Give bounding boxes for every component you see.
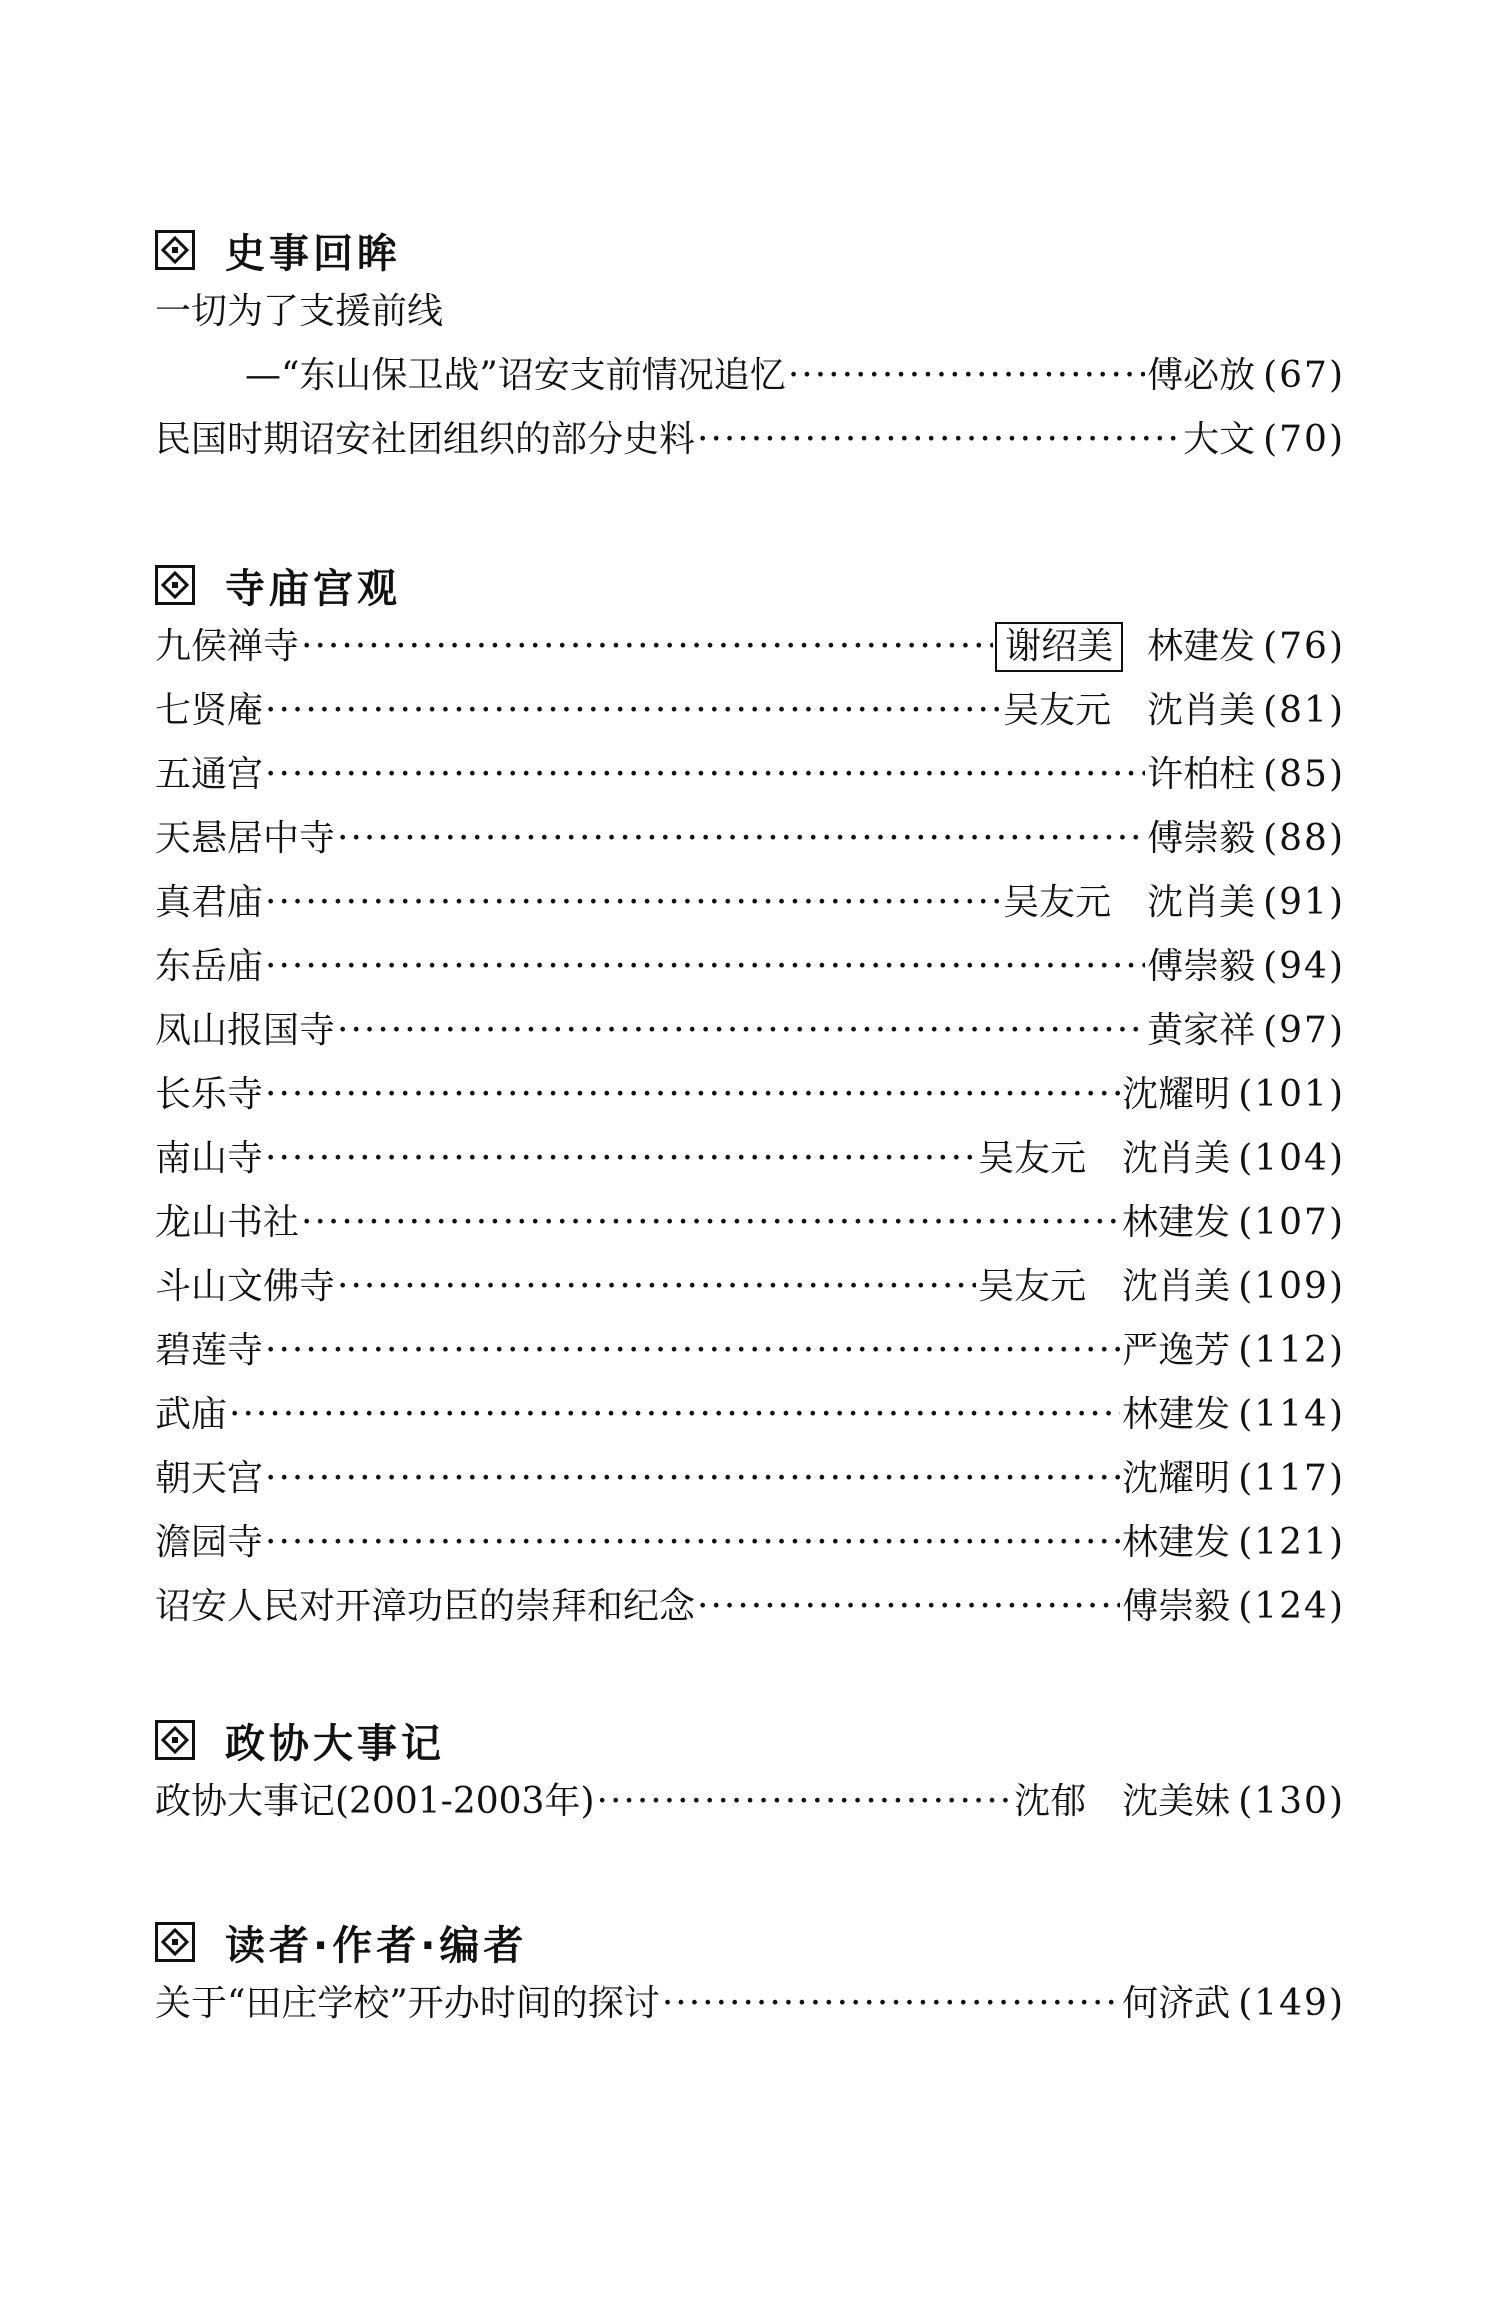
entry-author: 林建发 <box>1122 1202 1231 1243</box>
dot-leader <box>265 743 1145 807</box>
entry-page: (97) <box>1263 1010 1345 1051</box>
entry-authors <box>995 615 1255 679</box>
entry-author: 沈郁 <box>1014 1781 1087 1822</box>
entry-author: 林建发 <box>1122 1522 1231 1563</box>
entry-author: 吴友元 <box>978 1266 1087 1307</box>
entry-author: 沈耀明 <box>1122 1074 1231 1115</box>
toc-entry[interactable] <box>155 1770 1345 1834</box>
diamond-box-icon <box>155 1922 195 1962</box>
toc-entry[interactable] <box>155 1511 1345 1575</box>
entry-authors <box>1147 999 1255 1063</box>
section-title: 寺庙宫观 <box>225 565 401 612</box>
entry-title: —“东山保卫战”诏安支前情况追忆 <box>245 355 786 396</box>
entry-title: 天悬居中寺 <box>155 818 336 859</box>
entry-authors <box>1122 1575 1230 1639</box>
entry-author: 何济武 <box>1122 1983 1231 2024</box>
entry-authors <box>1147 344 1255 408</box>
entry-author: 沈美妹 <box>1122 1781 1231 1822</box>
entry-author: 傅崇毅 <box>1147 946 1256 987</box>
toc-entry[interactable] <box>155 408 1345 472</box>
toc-entry[interactable] <box>155 935 1345 999</box>
entry-page: (88) <box>1263 818 1345 859</box>
entry-author: 黄家祥 <box>1147 1010 1256 1051</box>
entry-title: 真君庙 <box>155 882 264 923</box>
entry-author: 傅崇毅 <box>1147 818 1256 859</box>
section-temples <box>155 555 1345 1639</box>
entry-page: (109) <box>1238 1266 1345 1307</box>
toc-entry[interactable] <box>155 1319 1345 1383</box>
entry-authors <box>1122 1191 1230 1255</box>
entry-authors <box>1122 1063 1230 1127</box>
dot-leader <box>337 1255 976 1319</box>
entry-page: (114) <box>1238 1394 1345 1435</box>
dot-leader <box>597 1770 1013 1834</box>
dot-leader <box>697 1575 1120 1639</box>
entry-page: (101) <box>1238 1074 1345 1115</box>
entry-authors <box>1122 1319 1230 1383</box>
entry-author: 严逸芳 <box>1122 1330 1231 1371</box>
toc-entry[interactable] <box>155 1191 1345 1255</box>
dot-leader <box>265 679 1001 743</box>
entry-author: 沈肖美 <box>1147 882 1256 923</box>
dot-leader <box>265 1063 1120 1127</box>
entry-page: (67) <box>1263 355 1345 396</box>
dot-leader <box>788 344 1145 408</box>
entry-page: (81) <box>1263 690 1345 731</box>
section-heading <box>155 220 1345 280</box>
entry-title: 龙山书社 <box>155 1202 300 1243</box>
diamond-box-icon <box>155 1720 195 1760</box>
toc-entry[interactable] <box>155 1255 1345 1319</box>
toc-entry[interactable] <box>155 1383 1345 1447</box>
section-title: 政协大事记 <box>225 1720 445 1767</box>
section-heading <box>155 1710 1345 1770</box>
entry-page: (91) <box>1263 882 1345 923</box>
toc-entry[interactable] <box>155 1127 1345 1191</box>
entry-authors <box>978 1255 1230 1319</box>
section-readers-authors-editors <box>155 1912 1345 2036</box>
section-cppcc-events <box>155 1710 1345 1834</box>
entry-author: 吴友元 <box>978 1138 1087 1179</box>
entry-author: 沈肖美 <box>1147 690 1256 731</box>
entry-author: 吴友元 <box>1003 690 1112 731</box>
dot-leader <box>265 871 1001 935</box>
entry-authors <box>1014 1770 1230 1834</box>
entry-page: (85) <box>1263 754 1345 795</box>
dot-leader <box>265 935 1145 999</box>
entry-title: 东岳庙 <box>155 946 264 987</box>
entry-title: 斗山文佛寺 <box>155 1266 336 1307</box>
entry-author: 吴友元 <box>1003 882 1112 923</box>
toc-entry[interactable] <box>155 871 1345 935</box>
entry-title: 南山寺 <box>155 1138 264 1179</box>
section-heading <box>155 555 1345 615</box>
entry-authors <box>978 1127 1230 1191</box>
toc-entry[interactable] <box>155 679 1345 743</box>
entry-authors <box>1122 1511 1230 1575</box>
toc-entry[interactable] <box>155 344 1345 408</box>
entry-author: 傅崇毅 <box>1122 1586 1231 1627</box>
entry-page: (94) <box>1263 946 1345 987</box>
entry-authors <box>1147 807 1255 871</box>
entry-author: 傅必放 <box>1147 355 1256 396</box>
entry-page: (149) <box>1238 1983 1345 2024</box>
entry-authors <box>1122 1447 1230 1511</box>
entry-page: (117) <box>1238 1458 1345 1499</box>
toc-entry[interactable] <box>155 1575 1345 1639</box>
dot-leader <box>229 1383 1120 1447</box>
dot-leader <box>337 999 1145 1063</box>
entry-authors <box>1147 743 1255 807</box>
entry-title: 政协大事记(2001-2003年) <box>155 1781 595 1822</box>
entry-title: 凤山报国寺 <box>155 1010 336 1051</box>
entry-authors <box>1003 871 1255 935</box>
toc-entry[interactable] <box>155 615 1345 679</box>
toc-entry[interactable] <box>155 807 1345 871</box>
toc-entry[interactable] <box>155 1063 1345 1127</box>
dot-leader <box>337 807 1145 871</box>
toc-entry[interactable] <box>155 1447 1345 1511</box>
toc-entry[interactable] <box>155 743 1345 807</box>
entry-authors <box>1183 408 1255 472</box>
entry-author: 沈肖美 <box>1122 1138 1231 1179</box>
entry-author: 大文 <box>1183 419 1256 460</box>
dot-leader <box>301 1191 1120 1255</box>
entry-page: (104) <box>1238 1138 1345 1179</box>
entry-page: (107) <box>1238 1202 1345 1243</box>
entry-title: 七贤庵 <box>155 690 264 731</box>
entry-author: 林建发 <box>1122 1394 1231 1435</box>
entry-page: (124) <box>1238 1586 1345 1627</box>
diamond-box-icon <box>155 565 195 605</box>
entry-title: 长乐寺 <box>155 1074 264 1115</box>
entry-page: (76) <box>1263 626 1345 667</box>
entry-author: 沈肖美 <box>1122 1266 1231 1307</box>
boxed-author: 谢绍美 <box>995 622 1123 672</box>
entry-authors <box>1003 679 1255 743</box>
dot-leader <box>301 615 993 679</box>
section-title: 读者·作者·编者 <box>225 1922 528 1969</box>
entry-title: 武庙 <box>155 1394 228 1435</box>
entry-title: 民国时期诏安社团组织的部分史料 <box>155 419 696 460</box>
entry-author: 许柏柱 <box>1147 754 1256 795</box>
dot-leader <box>265 1127 976 1191</box>
entry-title: 澹园寺 <box>155 1522 264 1563</box>
entry-title: 诏安人民对开漳功臣的崇拜和纪念 <box>155 1586 696 1627</box>
toc-entry[interactable] <box>155 1972 1345 2036</box>
entry-authors <box>1122 1972 1230 2036</box>
entry-title: 五通宫 <box>155 754 264 795</box>
section-heading <box>155 1912 1345 1972</box>
diamond-box-icon <box>155 230 195 270</box>
entry-title: 碧莲寺 <box>155 1330 264 1371</box>
dot-leader <box>265 1319 1120 1383</box>
toc-entry[interactable] <box>155 999 1345 1063</box>
dot-leader <box>265 1511 1120 1575</box>
entry-page: (112) <box>1238 1330 1345 1371</box>
dot-leader <box>697 408 1181 472</box>
entry-authors <box>1122 1383 1230 1447</box>
dot-leader <box>265 1447 1120 1511</box>
entry-authors <box>1147 935 1255 999</box>
section-history <box>155 220 1345 472</box>
entry-title-line: 一切为了支援前线 <box>155 291 444 332</box>
entry-author: 沈耀明 <box>1122 1458 1231 1499</box>
dot-leader <box>662 1972 1120 2036</box>
entry-title: 九侯禅寺 <box>155 626 300 667</box>
entry-title: 关于“田庄学校”开办时间的探讨 <box>155 1983 660 2024</box>
entry-page: (70) <box>1263 419 1345 460</box>
entry-page: (121) <box>1238 1522 1345 1563</box>
entry-page: (130) <box>1238 1781 1345 1822</box>
entry-title: 朝天宫 <box>155 1458 264 1499</box>
section-title: 史事回眸 <box>225 230 401 277</box>
entry-author: 林建发 <box>1147 626 1256 667</box>
